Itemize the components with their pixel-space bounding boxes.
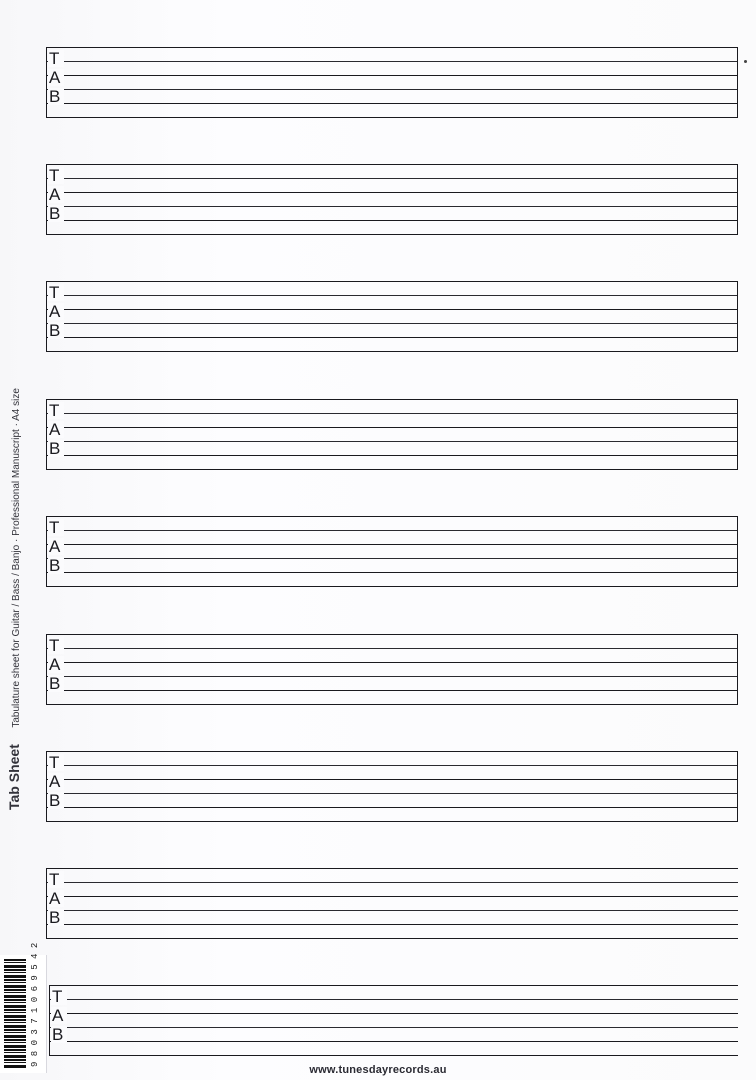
string-line	[46, 323, 738, 324]
product-description: Tabulature sheet for Guitar / Bass / Banjo · Professional Manuscript · A4 size	[11, 388, 22, 728]
string-line	[49, 1027, 738, 1028]
string-line	[46, 924, 738, 925]
tab-clef-a: A	[48, 303, 64, 320]
string-line	[46, 206, 738, 207]
string-line	[46, 779, 738, 780]
string-line	[46, 281, 738, 282]
tab-clef-t: T	[48, 519, 64, 536]
string-line	[49, 985, 738, 986]
string-line	[46, 516, 738, 517]
staff-left-bar	[46, 281, 47, 352]
staff-right-bar	[737, 751, 738, 822]
string-line	[46, 544, 738, 545]
staff-left-bar	[46, 399, 47, 470]
tab-staff-7	[46, 751, 738, 824]
string-line	[46, 634, 738, 635]
string-line	[46, 309, 738, 310]
tab-clef-a: A	[48, 421, 64, 438]
side-imprint	[6, 250, 24, 810]
string-line	[46, 455, 738, 456]
tab-clef-b: B	[48, 88, 64, 105]
string-line	[46, 882, 738, 883]
string-line	[49, 999, 738, 1000]
staff-left-bar	[49, 985, 50, 1056]
tab-staff-9	[49, 985, 738, 1058]
barcode	[0, 942, 47, 1073]
string-line	[46, 103, 738, 104]
string-line	[46, 469, 738, 470]
string-line	[46, 530, 738, 531]
tab-staff-5	[46, 516, 738, 589]
tab-clef-t: T	[48, 637, 64, 654]
tab-clef-t: T	[48, 50, 64, 67]
string-line	[46, 572, 738, 573]
string-line	[49, 1041, 738, 1042]
string-line	[46, 234, 738, 235]
string-line	[46, 399, 738, 400]
tab-staff-6	[46, 634, 738, 707]
string-line	[46, 821, 738, 822]
string-line	[46, 89, 738, 90]
string-line	[46, 807, 738, 808]
tab-clef-a: A	[48, 538, 64, 555]
string-line	[46, 220, 738, 221]
string-line	[46, 690, 738, 691]
string-line	[46, 558, 738, 559]
tab-clef-t: T	[51, 988, 67, 1005]
tab-staff-2	[46, 164, 738, 237]
string-line	[46, 413, 738, 414]
staff-right-bar	[737, 399, 738, 470]
string-line	[46, 751, 738, 752]
staff-right-bar	[737, 164, 738, 235]
tab-clef-a: A	[48, 890, 64, 907]
tab-clef-a: A	[48, 656, 64, 673]
tab-clef-t: T	[48, 871, 64, 888]
tab-clef-b: B	[48, 792, 64, 809]
string-line	[46, 117, 738, 118]
staff-left-bar	[46, 47, 47, 118]
staff-left-bar	[46, 751, 47, 822]
tab-clef-a: A	[48, 69, 64, 86]
string-line	[46, 47, 738, 48]
string-line	[46, 676, 738, 677]
staff-left-bar	[46, 868, 47, 939]
string-line	[46, 910, 738, 911]
string-line	[46, 295, 738, 296]
string-line	[46, 351, 738, 352]
tab-clef-a: A	[51, 1007, 67, 1024]
brand-title: Tab Sheet	[6, 744, 22, 810]
publisher-url: www.tunesdayrecords.au	[309, 1064, 447, 1076]
string-line	[46, 896, 738, 897]
staff-left-bar	[46, 516, 47, 587]
string-line	[46, 704, 738, 705]
string-line	[46, 793, 738, 794]
string-line	[46, 441, 738, 442]
tab-clef-t: T	[48, 402, 64, 419]
staff-right-bar	[737, 47, 738, 118]
string-line	[46, 662, 738, 663]
tab-clef-b: B	[48, 557, 64, 574]
tab-staff-1	[46, 47, 738, 120]
staff-left-bar	[46, 634, 47, 705]
tab-staff-3	[46, 281, 738, 354]
tab-staff-4	[46, 399, 738, 472]
string-line	[46, 427, 738, 428]
string-line	[49, 1055, 738, 1056]
string-line	[46, 765, 738, 766]
string-line	[46, 164, 738, 165]
string-line	[46, 75, 738, 76]
staff-right-bar	[737, 634, 738, 705]
string-line	[49, 1013, 738, 1014]
tab-clef-t: T	[48, 284, 64, 301]
barcode-digits: 9 8 0 3 7 1 0 6 9 5 4 2	[30, 942, 40, 1067]
tab-clef-a: A	[48, 773, 64, 790]
barcode-bars	[4, 959, 26, 1069]
tab-clef-a: A	[48, 186, 64, 203]
tab-clef-b: B	[48, 675, 64, 692]
string-line	[46, 586, 738, 587]
tab-clef-b: B	[48, 205, 64, 222]
tab-clef-b: B	[48, 322, 64, 339]
string-line	[46, 938, 738, 939]
string-line	[46, 648, 738, 649]
staff-left-bar	[46, 164, 47, 235]
string-line	[46, 192, 738, 193]
string-line	[46, 61, 738, 62]
staff-right-bar	[737, 281, 738, 352]
tab-staff-8	[46, 868, 738, 941]
tab-clef-t: T	[48, 167, 64, 184]
string-line	[46, 178, 738, 179]
tab-clef-t: T	[48, 754, 64, 771]
string-line	[46, 337, 738, 338]
tab-clef-b: B	[48, 909, 64, 926]
tab-clef-b: B	[51, 1026, 67, 1043]
tab-clef-b: B	[48, 440, 64, 457]
print-mark	[744, 60, 747, 63]
string-line	[46, 868, 738, 869]
staff-right-bar	[737, 516, 738, 587]
